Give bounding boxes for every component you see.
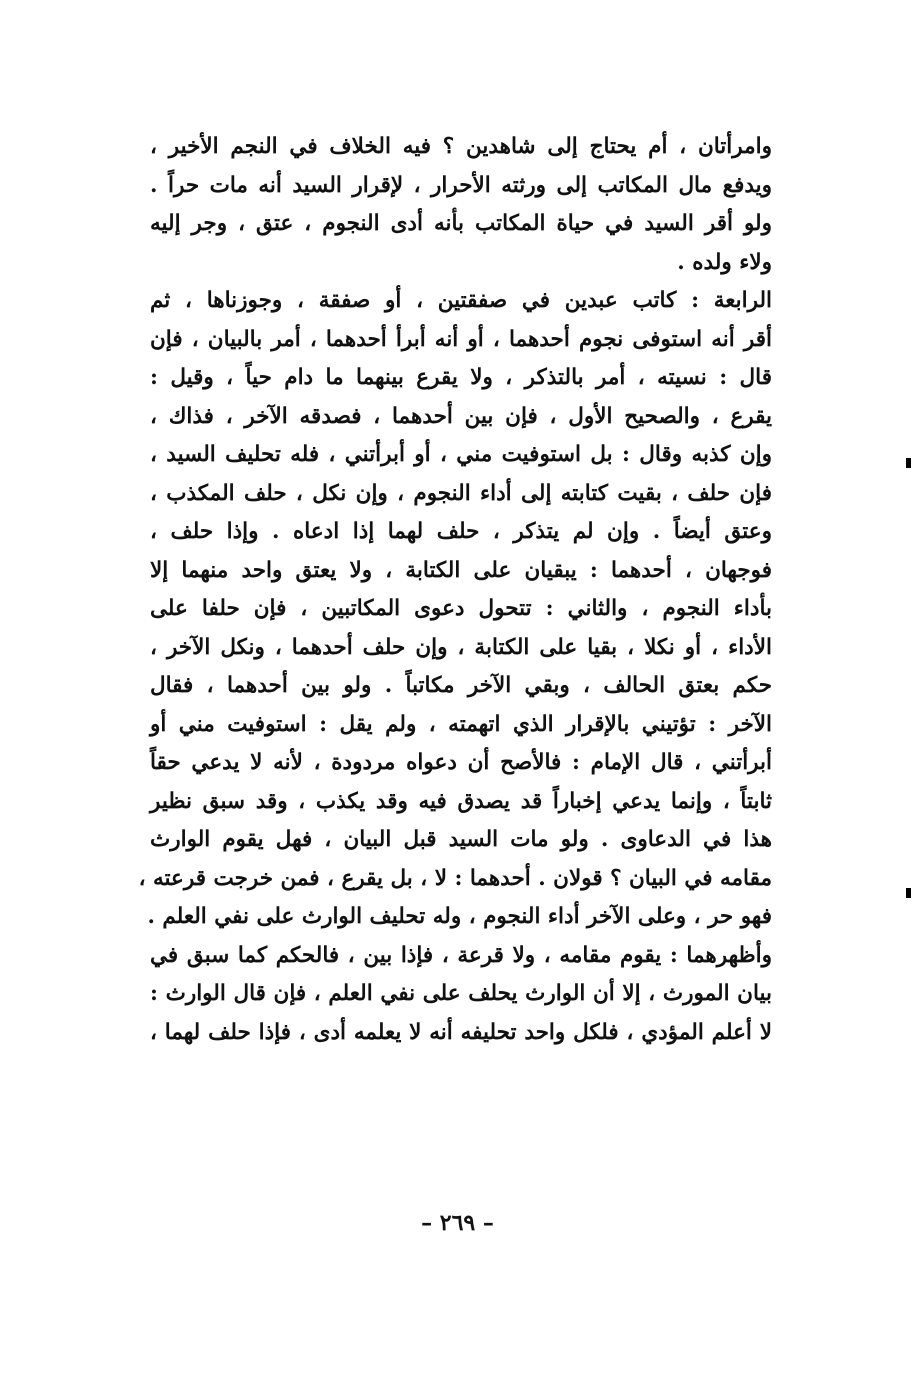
text-line: فهو حر ، وعلى الآخر أداء النجوم ، وله تحليف الوارث على نفي العلم . bbox=[147, 904, 772, 929]
text-line: حكم بعتق الحالف ، وبقي الآخر مكاتباً . ولو بين أحدهما ، فقال bbox=[150, 673, 772, 698]
text-line: يقرع ، والصحيح الأول ، فإن بين أحدهما ، فصدقه الآخر ، فذاك ، bbox=[150, 403, 772, 429]
margin-mark bbox=[906, 888, 911, 898]
text-line: قال : نسيته ، أمر بالتذكر ، ولا يقرع بينهما ما دام حياً ، وقيل : bbox=[150, 365, 772, 390]
text-line: بيان المورث ، إلا أن الوارث يحلف على نفي العلم ، فإن قال الوارث : bbox=[150, 981, 772, 1006]
text-line: لا أعلم المؤدي ، فلكل واحد تحليفه أنه لا يعلمه أدى ، فإذا حلف لهما ، bbox=[150, 1019, 772, 1045]
page-number: – ٢٦٩ – bbox=[421, 1210, 494, 1236]
text-line: فإن حلف ، بقيت كتابته إلى أداء النجوم ، وإن نكل ، حلف المكذب ، bbox=[150, 480, 772, 506]
text-line: مقامه في البيان ؟ قولان . أحدهما : لا ، بل يقرع ، فمن خرجت قرعته ، bbox=[138, 865, 772, 891]
paragraph-2 bbox=[138, 282, 772, 1052]
text-line: أقر أنه استوفى نجوم أحدهما ، أو أنه أبرأ أحدهما ، أمر بالبيان ، فإن bbox=[150, 326, 772, 352]
text-line: الأداء ، أو نكلا ، بقيا على الكتابة ، وإن حلف أحدهما ، ونكل الآخر ، bbox=[150, 634, 772, 660]
paragraph-1 bbox=[150, 128, 772, 282]
text-line: ولاء ولده . bbox=[677, 249, 772, 275]
text-line: الرابعة : كاتب عبدين في صفقتين ، أو صفقة ، وجوزناها ، ثم bbox=[150, 288, 772, 313]
margin-mark bbox=[906, 458, 911, 468]
text-line: ويدفع مال المكاتب إلى ورثته الأحرار ، لإقرار السيد أنه مات حراً . bbox=[150, 172, 772, 198]
text-line: الآخر : تؤتيني بالإقرار الذي اتهمته ، ولم يقل : استوفيت مني أو bbox=[150, 711, 772, 737]
text-line: وعتق أيضاً . وإن لم يتذكر ، حلف لهما إذا ادعاه . وإذا حلف ، bbox=[150, 519, 772, 544]
text-line: أبرأتني ، قال الإمام : فالأصح أن دعواه مردودة ، لأنه لا يدعي حقاً bbox=[150, 750, 772, 775]
text-line: وإن كذبه وقال : بل استوفيت مني ، أو أبرأتني ، فله تحليف السيد ، bbox=[150, 442, 772, 467]
text-line: هذا في الدعاوى . ولو مات السيد قبل البيان ، فهل يقوم الوارث bbox=[150, 827, 772, 852]
text-line: وامرأتان ، أم يحتاج إلى شاهدين ؟ فيه الخلاف في النجم الأخير ، bbox=[150, 134, 772, 159]
body-text bbox=[138, 128, 772, 1052]
text-line: ثابتاً ، وإنما يدعي إخباراً قد يصدق فيه وقد يكذب ، وقد سبق نظير bbox=[150, 788, 772, 814]
text-line: ولو أقر السيد في حياة المكاتب بأنه أدى النجوم ، عتق ، وجر إليه bbox=[150, 211, 772, 236]
text-line: فوجهان ، أحدهما : يبقيان على الكتابة ، ولا يعتق واحد منهما إلا bbox=[150, 557, 772, 583]
text-line: بأداء النجوم ، والثاني : تتحول دعوى المكاتبين ، فإن حلفا على bbox=[150, 596, 772, 621]
text-line: وأظهرهما : يقوم مقامه ، ولا قرعة ، فإذا بين ، فالحكم كما سبق في bbox=[150, 942, 772, 968]
